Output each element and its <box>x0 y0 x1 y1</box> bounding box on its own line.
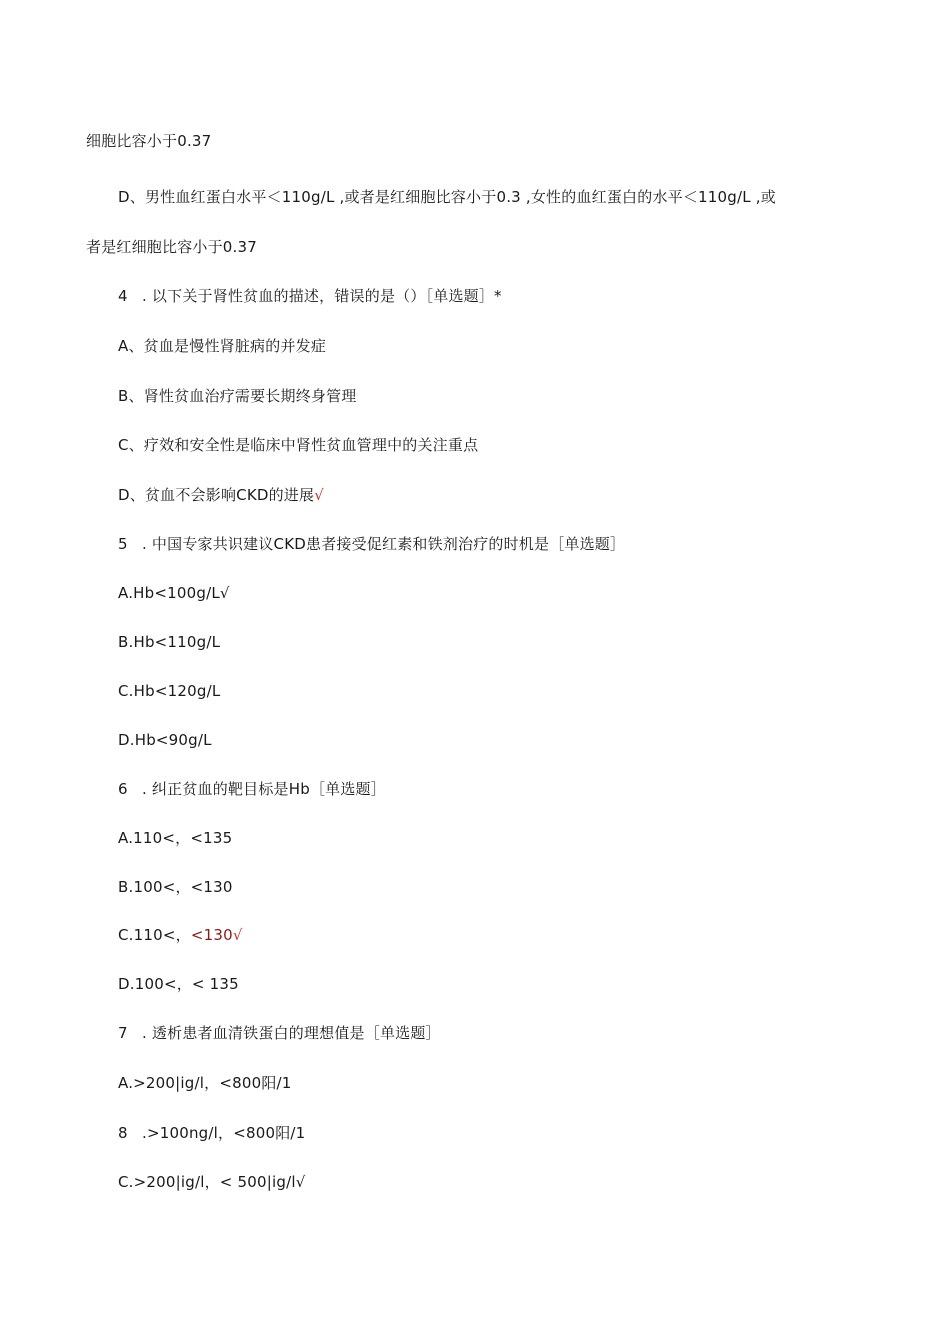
question-stem: . 中国专家共识建议CKD患者接受促红素和铁剂治疗的时机是［单选题］ <box>142 535 626 553</box>
check-mark-icon: √ <box>232 926 243 944</box>
option-text: D、贫血不会影响CKD的进展 <box>118 486 315 504</box>
question-5 <box>118 534 625 554</box>
option-text: A.110<，<135 <box>118 829 233 847</box>
option-text: B.Hb<110g/L <box>118 633 221 651</box>
question-number: 5 <box>118 535 128 553</box>
option-d-prev: D、男性血红蛋白水平＜110g/L ,或者是红细胞比容小于0.3 ,女性的血红蛋白的水平＜110g/L ,或 <box>118 188 776 206</box>
option-d <box>118 974 239 994</box>
option-text: B、肾性贫血治疗需要长期终身管理 <box>118 387 357 405</box>
question-stem: .>100ng/l，<800阳/1 <box>142 1124 306 1142</box>
option-text-highlight: <130 <box>190 926 233 944</box>
question-4 <box>118 286 502 306</box>
question-7 <box>118 1023 441 1043</box>
option-text: C、疗效和安全性是临床中肾性贫血管理中的关注重点 <box>118 436 479 454</box>
question-stem: . 纠正贫血的靶目标是Hb［单选题］ <box>142 780 386 798</box>
option-b <box>118 632 220 652</box>
option-a <box>118 828 232 848</box>
option-c <box>118 1172 306 1192</box>
option-c <box>118 681 220 701</box>
option-b <box>118 386 357 406</box>
option-b <box>118 877 233 897</box>
option-a <box>118 336 326 356</box>
question-6 <box>118 779 386 799</box>
check-mark-icon: √ <box>295 1173 306 1191</box>
question-stem: . 以下关于肾性贫血的描述，错误的是（）［单选题］* <box>142 287 502 305</box>
option-text: A.Hb<100g/L <box>118 584 220 602</box>
question-number: 8 <box>118 1124 128 1142</box>
check-mark-icon: √ <box>314 486 324 504</box>
check-mark-icon: √ <box>219 584 230 602</box>
question-stem: . 透析患者血清铁蛋白的理想值是［单选题］ <box>142 1024 441 1042</box>
option-text: A、贫血是慢性肾脏病的并发症 <box>118 337 327 355</box>
option-text: C.>200|ig/l，< 500|ig/l <box>118 1173 296 1191</box>
option-d <box>118 730 212 750</box>
continuation-line: 者是红细胞比容小于0.37 <box>86 238 257 256</box>
option-text: C.110<， <box>118 926 191 944</box>
question-number: 6 <box>118 780 128 798</box>
option-c <box>118 435 478 455</box>
option-d <box>118 485 324 505</box>
option-c <box>118 925 243 945</box>
option-text: D.100<，< 135 <box>118 975 239 993</box>
continuation-line: 细胞比容小于0.37 <box>86 132 212 150</box>
question-8 <box>118 1123 305 1143</box>
option-a <box>118 583 230 603</box>
option-text: D.Hb<90g/L <box>118 731 212 749</box>
option-text: C.Hb<120g/L <box>118 682 221 700</box>
option-text: B.100<，<130 <box>118 878 233 896</box>
question-number: 4 <box>118 287 128 305</box>
question-number: 7 <box>118 1024 128 1042</box>
option-text: A.>200|ig/l，<800阳/1 <box>118 1074 292 1092</box>
option-a <box>118 1073 292 1093</box>
